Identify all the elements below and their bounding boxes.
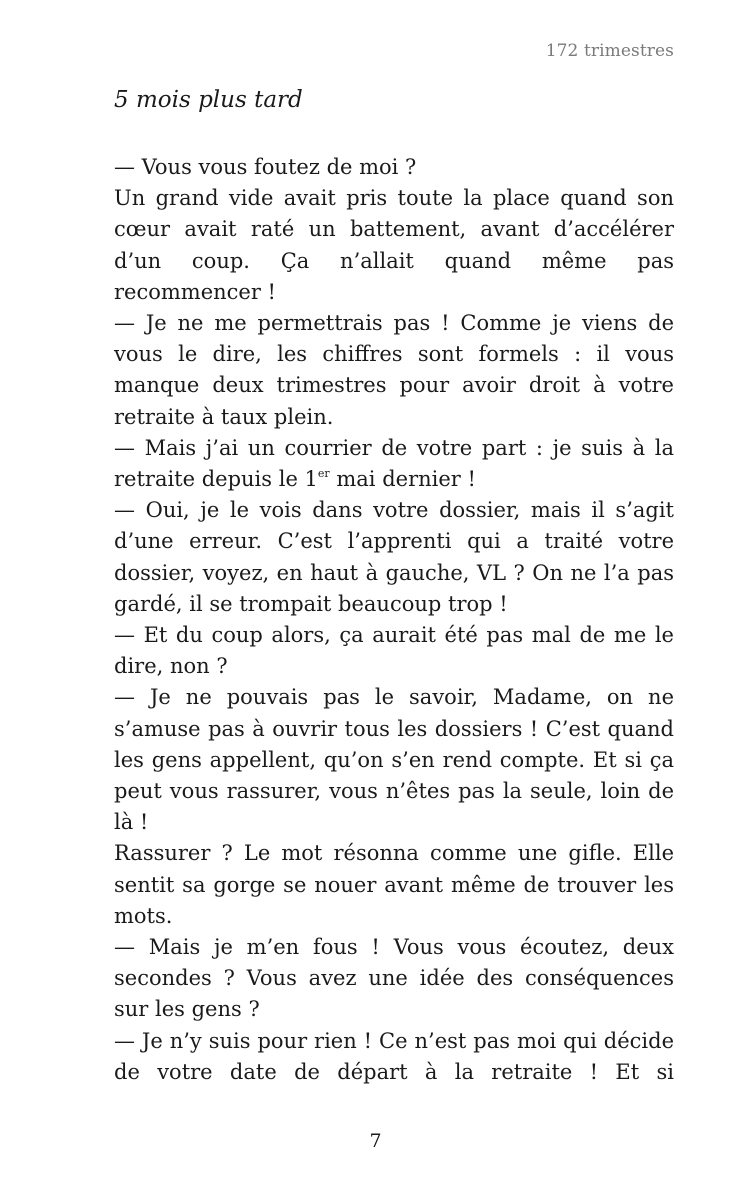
- ordinal-superscript: er: [317, 467, 330, 481]
- paragraph: [114, 433, 674, 495]
- section-title: 5 mois plus tard: [114, 87, 303, 113]
- body-text: [114, 152, 674, 1088]
- page-number: 7: [369, 1130, 382, 1152]
- paragraph: — Mais je m’en fous ! Vous vous écoutez, deux secondes ? Vous avez une idée des conséquences sur les gens ?: [114, 935, 674, 1022]
- paragraph: Rassurer ? Le mot résonna comme une gifle. Elle sentit sa gorge se nouer avant même de trouver les mots.: [114, 841, 674, 928]
- paragraph: Un grand vide avait pris toute la place quand son cœur avait raté un battement, avant d’accélérer d’un coup. Ça n’allait quand même pas recommencer !: [114, 186, 674, 304]
- paragraph-text: — Mais j’ai un courrier de votre part : je suis à la retraite depuis le 1: [114, 435, 674, 492]
- paragraph: — Je ne me permettrais pas ! Comme je viens de vous le dire, les chiffres sont formels : il vous manque deux trimestres pour avoir droit à votre retraite à taux plein.: [114, 311, 674, 429]
- paragraph: — Vous vous foutez de moi ?: [114, 155, 417, 179]
- paragraph: — Je ne pouvais pas le savoir, Madame, on ne s’amuse pas à ouvrir tous les dossiers ! C’est quand les gens appellent, qu’on s’en rend compte. Et si ça peut vous rassurer, vous n’êtes pas la seule, loin de là !: [114, 685, 674, 835]
- paragraph: — Et du coup alors, ça aurait été pas mal de me le dire, non ?: [114, 623, 674, 679]
- paragraph: — Oui, je le vois dans votre dossier, mais il s’agit d’une erreur. C’est l’apprenti qui a traité votre dossier, voyez, en haut à gauche, VL ? On ne l’a pas gardé, il se trompait beaucoup trop !: [114, 498, 674, 616]
- paragraph: — Je n’y suis pour rien ! Ce n’est pas moi qui décide de votre date de départ à la retraite ! Et si: [114, 1028, 674, 1084]
- paragraph-text: mai dernier !: [329, 467, 476, 492]
- running-header: 172 trimestres: [545, 41, 674, 61]
